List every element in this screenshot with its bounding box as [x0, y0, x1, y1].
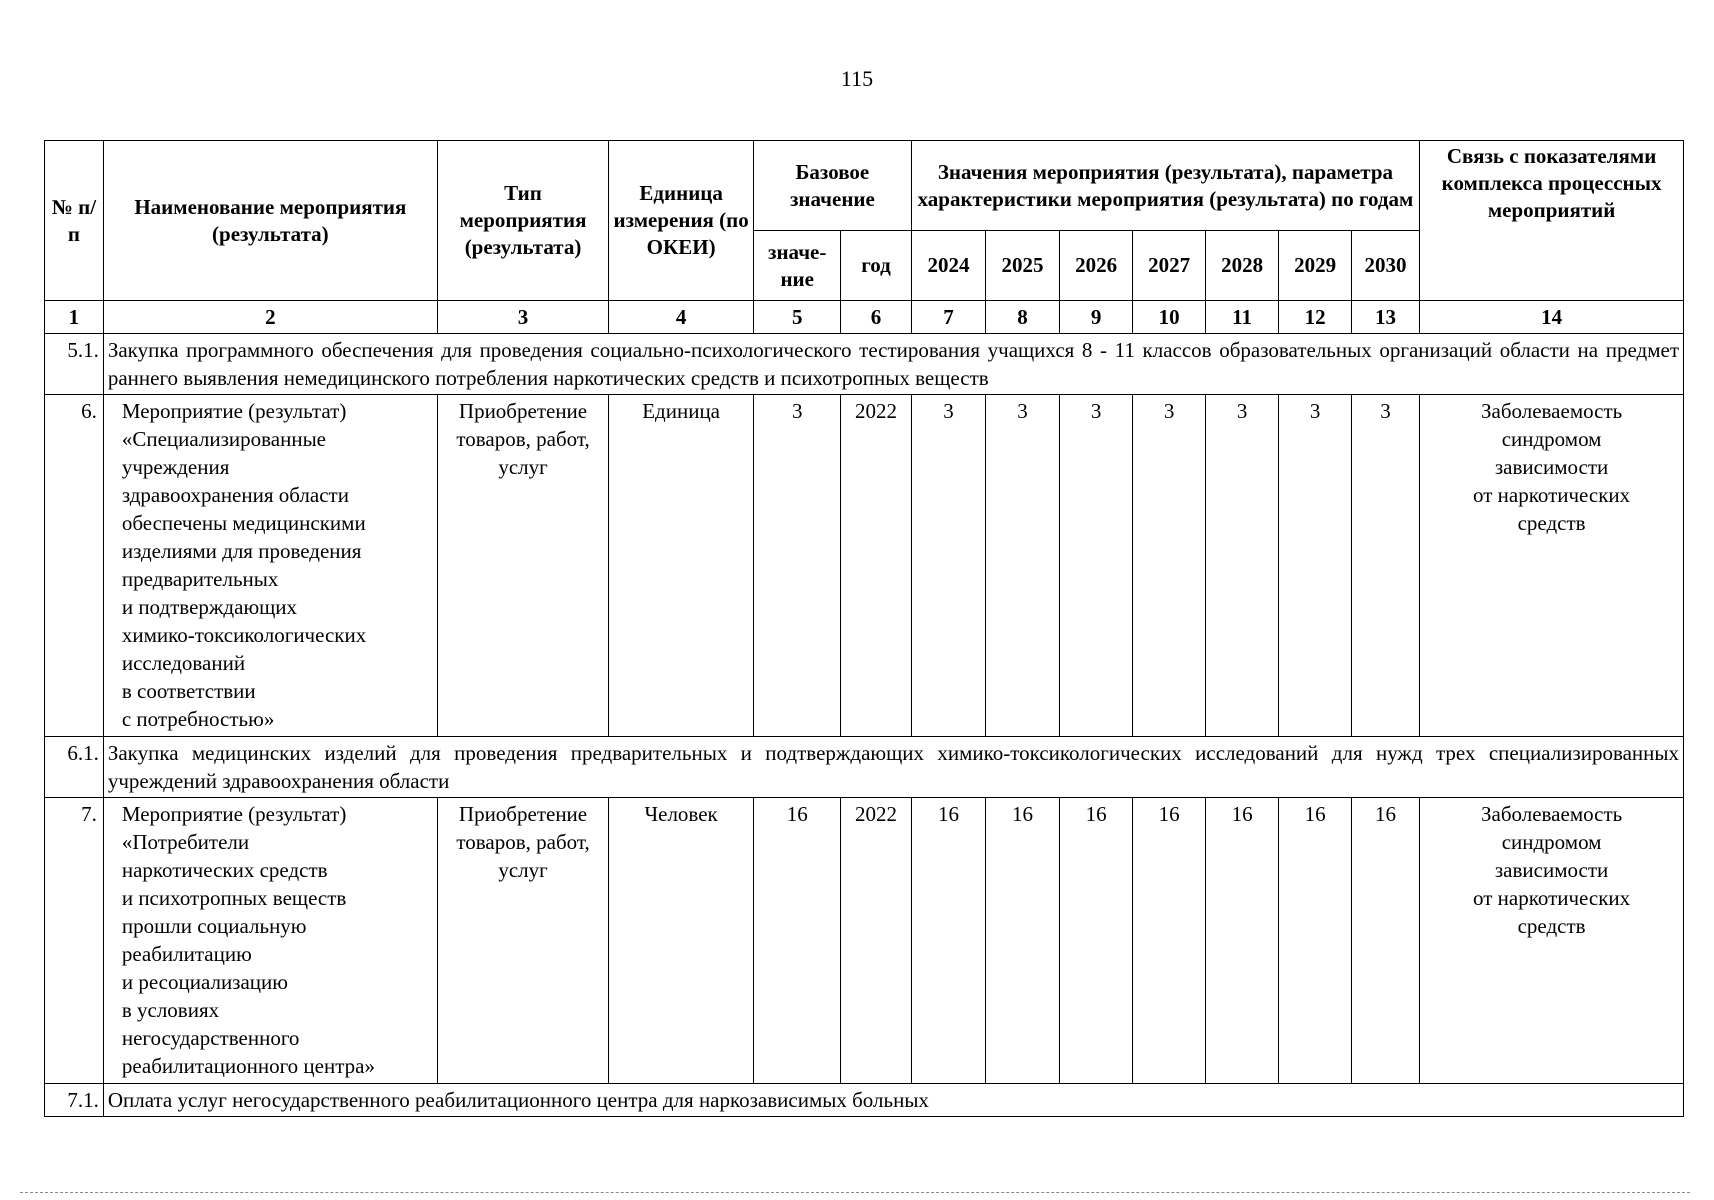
column-number: 8: [986, 301, 1060, 334]
base-year: 2022: [841, 798, 911, 1084]
column-number: 12: [1279, 301, 1351, 334]
measure-type: Приобретение товаров, работ, услуг: [437, 395, 608, 737]
section-description: Закупка медицинских изделий для проведения предварительных и подтверждающих химико-токсикологических исследований для нужд трех специализированных учреждений здравоохранения области: [103, 737, 1683, 798]
measure-type: Приобретение товаров, работ, услуг: [437, 798, 608, 1084]
indicator-link: Заболеваемость синдромом зависимости от наркотических средств: [1420, 395, 1684, 737]
table-row: [45, 798, 1684, 1084]
header-year: 2025: [986, 231, 1060, 301]
year-value: 16: [1133, 798, 1205, 1084]
page-number: 115: [840, 66, 874, 91]
header-year: 2026: [1059, 231, 1133, 301]
year-value: 16: [986, 798, 1060, 1084]
header-link: Связь с показателями комплекса процессных мероприятий: [1420, 141, 1684, 301]
measure-unit: Человек: [609, 798, 754, 1084]
year-value: 3: [1279, 395, 1351, 737]
measure-unit: Единица: [609, 395, 754, 737]
scan-edge-line: [20, 1192, 1690, 1193]
table-row: [45, 737, 1684, 798]
year-value: 3: [1059, 395, 1133, 737]
header-year: 2024: [911, 231, 986, 301]
header-year: 2027: [1133, 231, 1205, 301]
row-number: 6.1.: [45, 737, 104, 798]
column-number: 10: [1133, 301, 1205, 334]
year-value: 3: [1133, 395, 1205, 737]
column-number: 11: [1205, 301, 1279, 334]
measure-name: Мероприятие (результат) «Специализированные учреждения здравоохранения области обеспечены медицинскими изделиями для проведения предварительных и подтверждающих химико-токсикологических исследований в соответствии с потребностью»: [103, 395, 437, 737]
year-value: 3: [986, 395, 1060, 737]
year-value: 3: [1351, 395, 1419, 737]
section-description: Закупка программного обеспечения для проведения социально-психологического тестирования учащихся 8 - 11 классов образовательных организаций области на предмет раннего выявления немедицинского потребления наркотических средств и психотропных веществ: [103, 334, 1683, 395]
year-value: 3: [911, 395, 986, 737]
column-number: 7: [911, 301, 986, 334]
row-number: 7.1.: [45, 1084, 104, 1117]
base-year: 2022: [841, 395, 911, 737]
column-number: 5: [754, 301, 841, 334]
column-number: 13: [1351, 301, 1419, 334]
year-value: 16: [1279, 798, 1351, 1084]
header-base-year: год: [841, 231, 911, 301]
header-base: Базовое значение: [754, 141, 912, 231]
measures-table: [44, 140, 1684, 1117]
column-number: 4: [609, 301, 754, 334]
row-number: 5.1.: [45, 334, 104, 395]
column-number: 3: [437, 301, 608, 334]
header-year: 2029: [1279, 231, 1351, 301]
year-value: 3: [1205, 395, 1279, 737]
base-value: 16: [754, 798, 841, 1084]
year-value: 16: [1205, 798, 1279, 1084]
column-number: 2: [103, 301, 437, 334]
year-value: 16: [1059, 798, 1133, 1084]
header-base-value: значе-ние: [754, 231, 841, 301]
indicator-link: Заболеваемость синдромом зависимости от наркотических средств: [1420, 798, 1684, 1084]
row-number: 6.: [45, 395, 104, 737]
year-value: 16: [911, 798, 986, 1084]
year-value: 16: [1351, 798, 1419, 1084]
section-description: Оплата услуг негосударственного реабилитационного центра для наркозависимых больных: [103, 1084, 1683, 1117]
column-number: 9: [1059, 301, 1133, 334]
header-year: 2028: [1205, 231, 1279, 301]
header-unit: Единица измерения (по ОКЕИ): [609, 141, 754, 301]
header-type: Тип мероприятия (результата): [437, 141, 608, 301]
table-row: [45, 334, 1684, 395]
header-year: 2030: [1351, 231, 1419, 301]
table-row: [45, 395, 1684, 737]
header-values: Значения мероприятия (результата), параметра характеристики мероприятия (результата) по годам: [911, 141, 1420, 231]
column-number: 1: [45, 301, 104, 334]
column-number: 14: [1420, 301, 1684, 334]
base-value: 3: [754, 395, 841, 737]
row-number: 7.: [45, 798, 104, 1084]
header-num: № п/п: [45, 141, 104, 301]
table-row: [45, 1084, 1684, 1117]
header-name: Наименование мероприятия (результата): [103, 141, 437, 301]
measure-name: Мероприятие (результат) «Потребители наркотических средств и психотропных веществ прошли социальную реабилитацию и ресоциализацию в условиях негосударственного реабилитационного центра»: [103, 798, 437, 1084]
column-number: 6: [841, 301, 911, 334]
